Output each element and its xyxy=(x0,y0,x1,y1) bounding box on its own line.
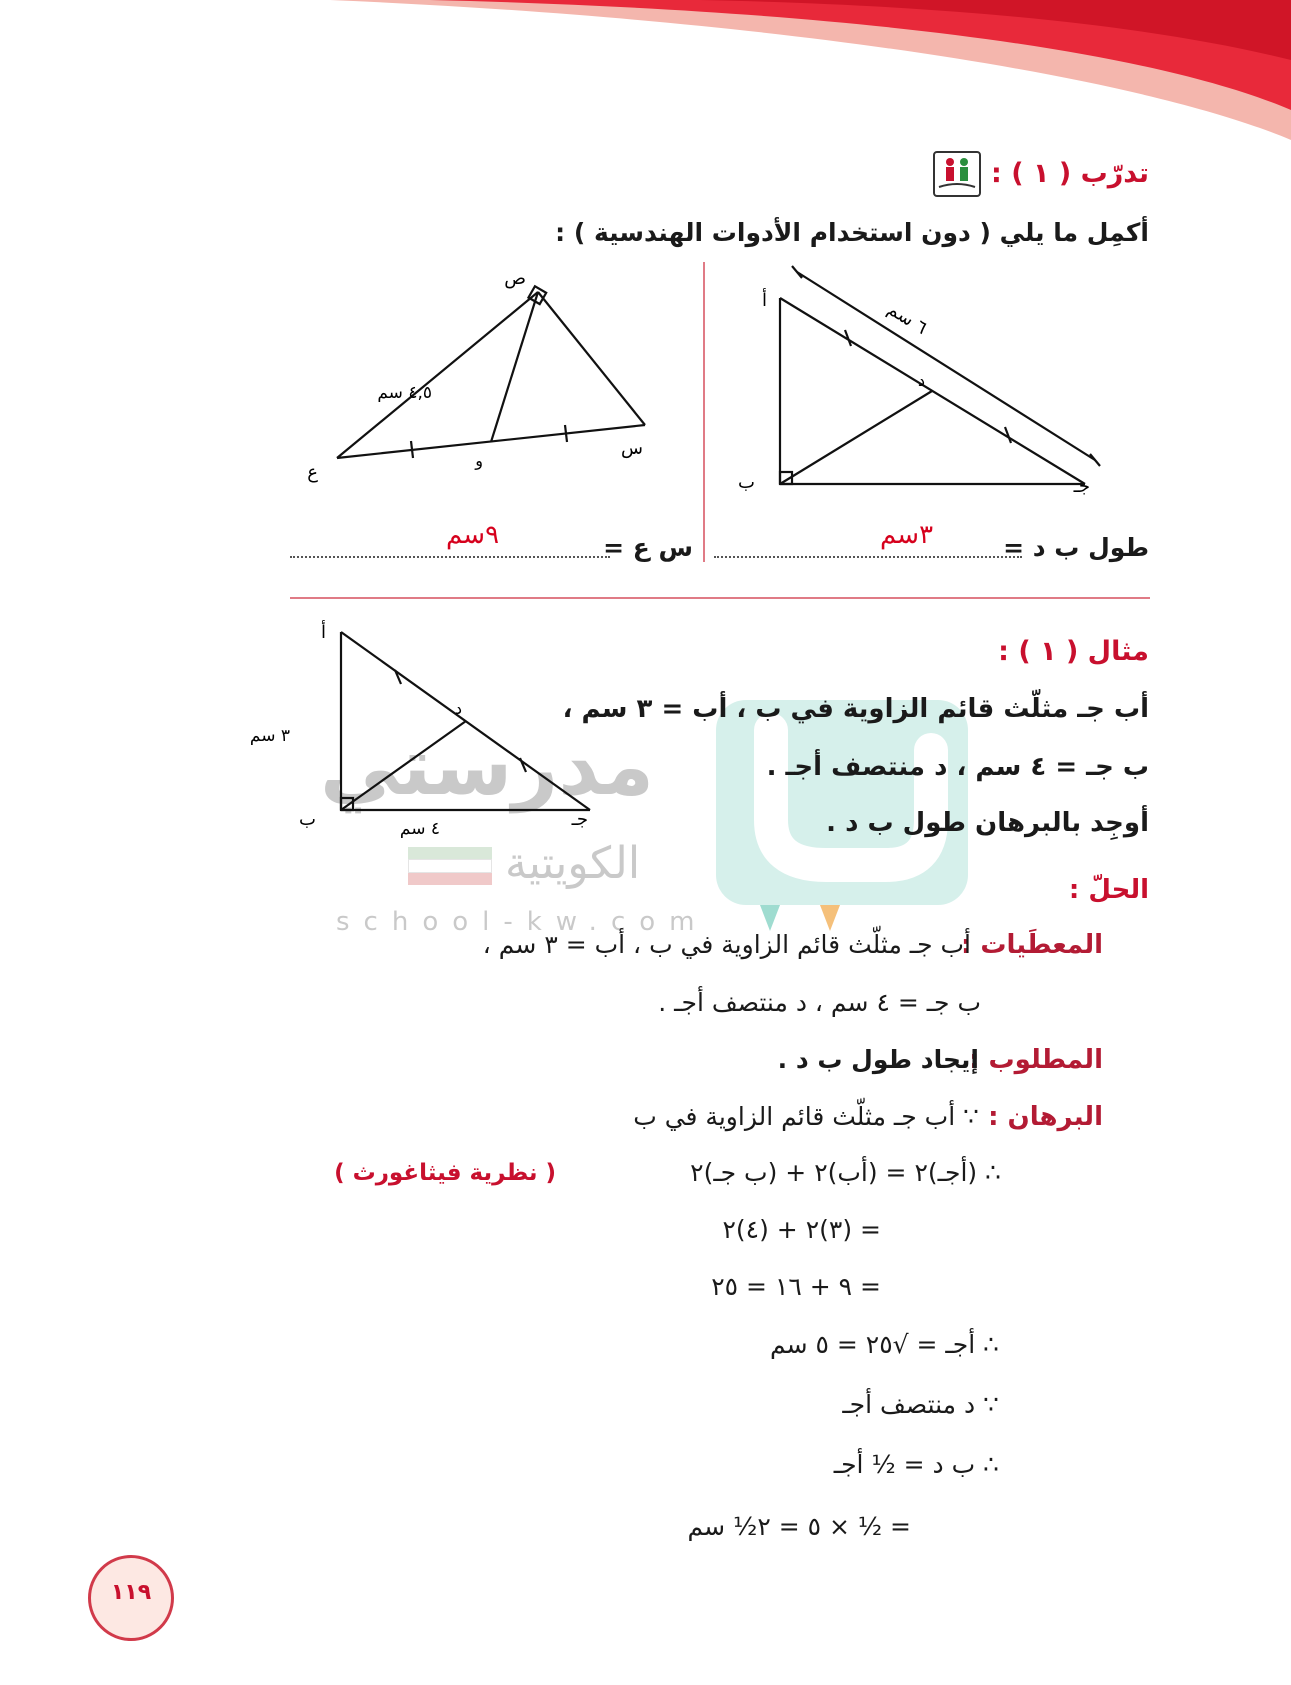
watermark-url: school-kw.com xyxy=(336,907,709,937)
proof-line-3: = (٣)٢ + (٤)٢ xyxy=(722,1215,881,1244)
example-vertex-d: د xyxy=(454,699,462,718)
column-divider xyxy=(703,262,705,562)
left-answer-line xyxy=(290,556,610,558)
left-answer-value: ٩سم xyxy=(446,520,500,550)
example-line-3: أوجِد بالبرهان طول ب د . xyxy=(826,808,1149,838)
example-line-2: ب جـ = ٤ سم ، د منتصف أجـ . xyxy=(766,752,1149,782)
vertex-ain: ع xyxy=(307,462,318,483)
given-label: المعطَيات : xyxy=(960,930,1103,960)
vertex-j: جـ xyxy=(1073,476,1090,497)
exercise-figure-right xyxy=(738,262,1125,502)
example-vertex-a: أ xyxy=(320,622,326,643)
vertex-waw: و xyxy=(475,451,483,470)
vertex-sin: س xyxy=(621,438,643,459)
watermark-logo xyxy=(716,700,968,905)
example-vertex-b: ب xyxy=(299,809,316,830)
watermark-subtitle: الكويتية xyxy=(505,838,641,889)
watermark-title: مدرستي xyxy=(320,720,655,813)
bookmark-icon-2 xyxy=(820,905,840,931)
vertex-d: د xyxy=(917,371,925,390)
proof-line-8: = ½ × ٥ = ٢½ سم xyxy=(687,1512,911,1541)
proof-line-4: = ٩ + ١٦ = ٢٥ xyxy=(711,1272,881,1301)
proof-line-7: ∴ ب د = ½ أجـ xyxy=(833,1450,999,1479)
example-line-1: أب جـ مثلّث قائم الزاوية في ب ، أب = ٣ سم ، xyxy=(562,694,1149,724)
proof-line-6: ∵ د منتصف أجـ xyxy=(842,1390,999,1419)
proof-line-2: ∴ (أجـ)٢ = (أب)٢ + (ب جـ)٢ xyxy=(690,1158,1001,1187)
given-line-2: ب جـ = ٤ سم ، د منتصف أجـ . xyxy=(658,988,981,1017)
right-answer-line xyxy=(714,556,1022,558)
bookmark-icon xyxy=(760,905,780,931)
proof-line-5: ∴ أجـ = √٢٥ = ٥ سم xyxy=(769,1330,999,1359)
required-label: المطلوب : xyxy=(969,1045,1103,1075)
vertex-sad: ص xyxy=(504,268,526,289)
proof-line-1: ∵ أب جـ مثلّث قائم الزاوية في ب xyxy=(633,1102,979,1131)
required-text: إيجاد طول ب د . xyxy=(777,1045,979,1074)
right-answer-label: طول ب د = xyxy=(1003,533,1149,562)
section-divider xyxy=(290,597,1150,599)
example-vertex-j: جـ xyxy=(571,809,588,830)
solution-title: الحلّ : xyxy=(1068,875,1149,905)
header-swoosh xyxy=(0,0,1291,150)
proof-label: البرهان : xyxy=(988,1102,1103,1132)
median-length-label: ٤,٥ سم xyxy=(377,383,432,403)
left-answer-label: س ع = xyxy=(603,533,693,562)
right-answer-value: ٣سم xyxy=(880,520,934,550)
theorem-note: ( نظرية فيثاغورث ) xyxy=(334,1160,556,1186)
example-figure xyxy=(249,618,620,839)
kuwait-flag-icon xyxy=(408,847,492,883)
example-ab-label: ٣ سم xyxy=(249,726,290,746)
students-book-icon xyxy=(933,151,981,197)
vertex-b: ب xyxy=(738,472,755,493)
exercise-title: تدرّب ( ١ ) : xyxy=(991,158,1149,189)
example-title: مثال ( ١ ) : xyxy=(998,636,1149,667)
exercise-instruction: أكمِل ما يلي ( دون استخدام الأدوات الهندسية ) : xyxy=(555,218,1149,247)
exercise-figure-left xyxy=(307,262,680,492)
example-bj-label: ٤ سم xyxy=(399,819,440,839)
vertex-a: أ xyxy=(761,290,767,311)
side-length-label: ٦ سم xyxy=(883,298,931,339)
given-line-1: أب جـ مثلّث قائم الزاوية في ب ، أب = ٣ سم ، xyxy=(482,930,971,959)
page-number: ١١٩ xyxy=(110,1580,152,1605)
